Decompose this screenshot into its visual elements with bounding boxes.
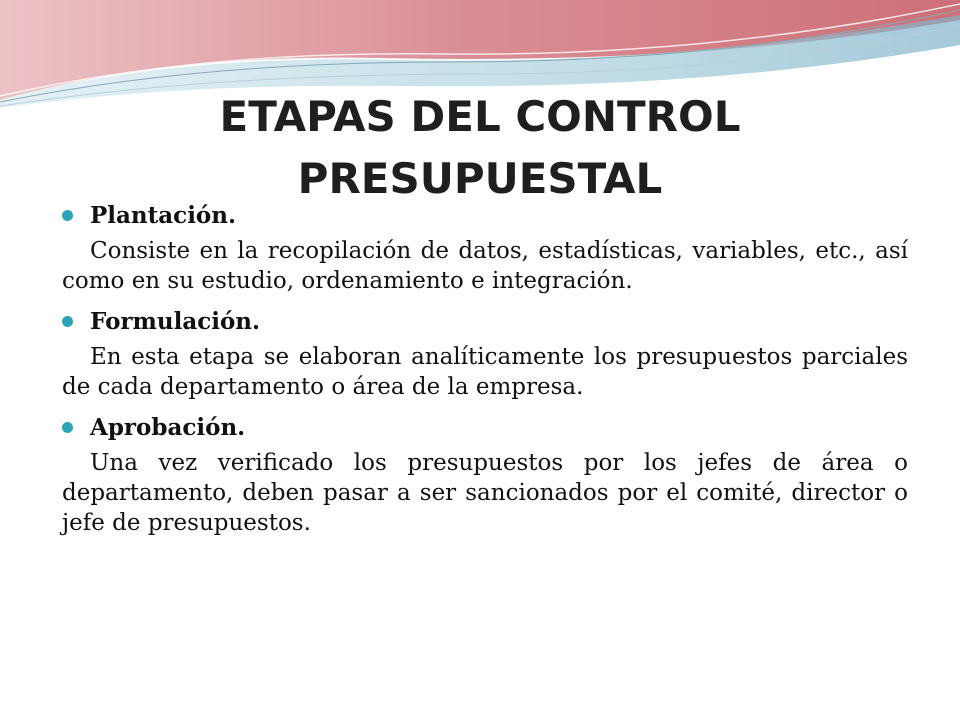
item-heading-label: Formulación. — [90, 308, 261, 335]
item-description: Consiste en la recopilación de datos, estadísticas, variables, etc., así como en su estudio, ordenamiento e integración. — [62, 238, 908, 294]
title-line-1: ETAPAS DEL CONTROL — [219, 92, 741, 142]
page-title — [0, 86, 960, 210]
item-heading-label: Aprobación. — [90, 414, 246, 441]
item-description: Una vez verificado los presupuestos por los jefes de área o departamento, deben pasar a ser sancionados por el comité, director o jefe de presupuestos. — [62, 450, 908, 536]
item-heading-label: Plantación. — [90, 202, 236, 229]
bullet-icon — [62, 210, 73, 221]
item-heading — [62, 306, 908, 338]
bullet-icon — [62, 316, 73, 327]
title-line-2: PRESUPUESTAL — [297, 154, 663, 204]
content-list — [62, 200, 908, 548]
list-item — [62, 306, 908, 402]
bullet-icon — [62, 422, 73, 433]
item-heading — [62, 412, 908, 444]
list-item — [62, 412, 908, 538]
list-item — [62, 200, 908, 296]
item-description: En esta etapa se elaboran analíticamente los presupuestos parciales de cada departamento o área de la empresa. — [62, 344, 908, 400]
item-heading — [62, 200, 908, 232]
